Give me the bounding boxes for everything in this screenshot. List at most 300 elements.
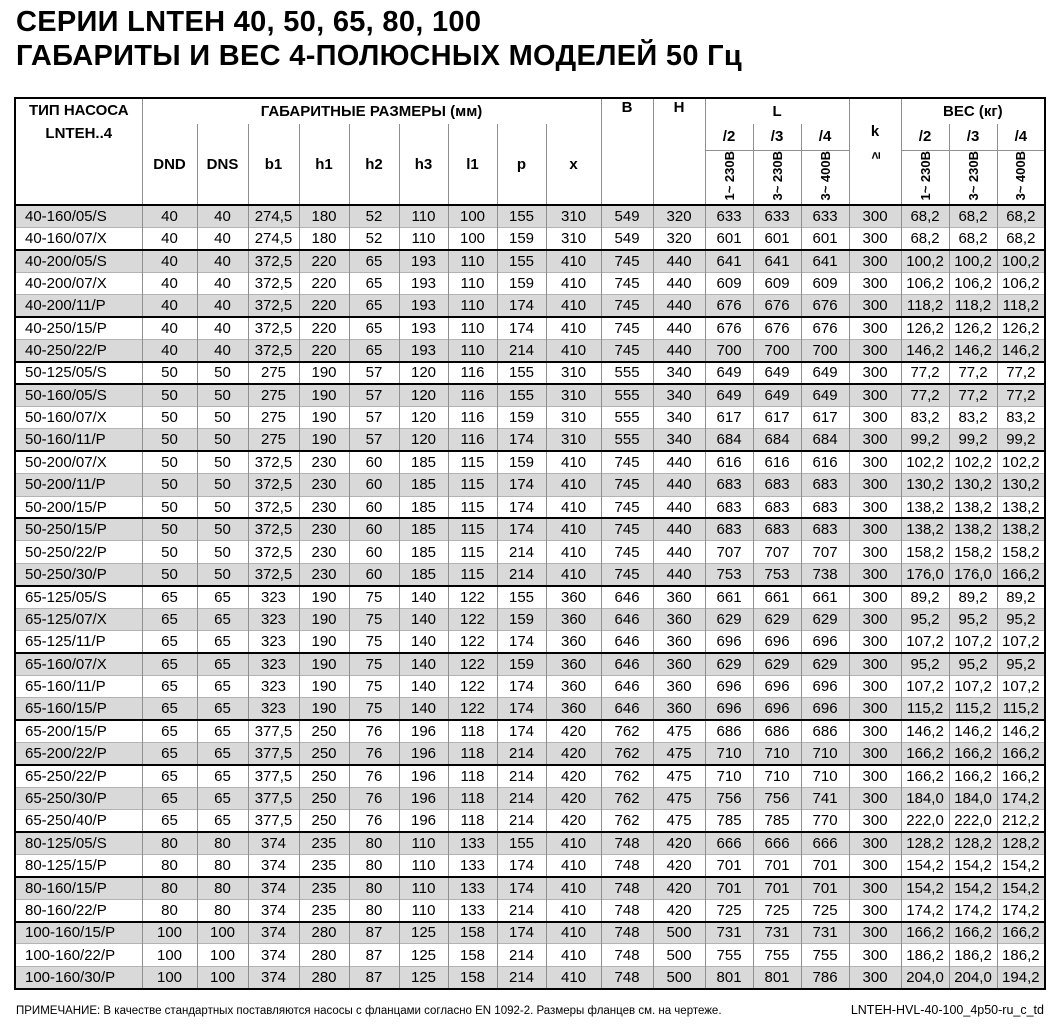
value-cell: 641 xyxy=(705,250,753,272)
value-cell: 701 xyxy=(753,877,801,899)
value-cell: 174 xyxy=(497,922,546,944)
value-cell: 50 xyxy=(197,384,248,406)
value-cell: 360 xyxy=(653,653,705,675)
value-cell: 100,2 xyxy=(997,250,1045,272)
value-cell: 646 xyxy=(601,675,653,697)
value-cell: 410 xyxy=(546,854,601,876)
value-cell: 377,5 xyxy=(248,765,299,787)
value-cell: 159 xyxy=(497,227,546,249)
value-cell: 155 xyxy=(497,586,546,608)
value-cell: 190 xyxy=(299,407,349,429)
value-cell: 300 xyxy=(849,944,901,966)
value-cell: 374 xyxy=(248,877,299,899)
model-cell: 65-160/15/P xyxy=(15,698,142,720)
value-cell: 475 xyxy=(653,787,705,809)
value-cell: 146,2 xyxy=(901,339,949,361)
value-cell: 372,5 xyxy=(248,295,299,317)
value-cell: 40 xyxy=(142,250,197,272)
value-cell: 65 xyxy=(142,586,197,608)
value-cell: 110 xyxy=(448,317,497,339)
value-cell: 748 xyxy=(601,832,653,854)
value-cell: 300 xyxy=(849,854,901,876)
value-cell: 676 xyxy=(753,295,801,317)
value-cell: 166,2 xyxy=(997,563,1045,585)
value-cell: 300 xyxy=(849,205,901,227)
value-cell: 186,2 xyxy=(997,944,1045,966)
value-cell: 762 xyxy=(601,787,653,809)
value-cell: 146,2 xyxy=(949,339,997,361)
value-cell: 158,2 xyxy=(949,541,997,563)
value-cell: 475 xyxy=(653,810,705,832)
value-cell: 676 xyxy=(801,317,849,339)
value-cell: 214 xyxy=(497,944,546,966)
value-cell: 676 xyxy=(753,317,801,339)
value-cell: 440 xyxy=(653,518,705,540)
value-cell: 154,2 xyxy=(997,877,1045,899)
value-cell: 214 xyxy=(497,765,546,787)
value-cell: 40 xyxy=(142,272,197,294)
value-cell: 641 xyxy=(801,250,849,272)
model-cell: 65-125/07/X xyxy=(15,608,142,630)
value-cell: 50 xyxy=(142,474,197,496)
value-cell: 683 xyxy=(753,518,801,540)
value-cell: 748 xyxy=(601,922,653,944)
value-cell: 440 xyxy=(653,295,705,317)
value-cell: 75 xyxy=(349,586,399,608)
value-cell: 222,0 xyxy=(949,810,997,832)
value-cell: 75 xyxy=(349,653,399,675)
value-cell: 80 xyxy=(142,854,197,876)
value-cell: 50 xyxy=(197,362,248,384)
value-cell: 280 xyxy=(299,944,349,966)
value-cell: 601 xyxy=(801,227,849,249)
value-cell: 107,2 xyxy=(997,675,1045,697)
value-cell: 140 xyxy=(399,653,448,675)
title-line-2: ГАБАРИТЫ И ВЕС 4-ПОЛЮСНЫХ МОДЕЛЕЙ 50 Гц xyxy=(16,39,742,72)
value-cell: 555 xyxy=(601,362,653,384)
value-cell: 323 xyxy=(248,586,299,608)
value-cell: 300 xyxy=(849,451,901,473)
value-cell: 40 xyxy=(197,339,248,361)
table-row xyxy=(15,877,1045,899)
value-cell: 360 xyxy=(653,608,705,630)
value-cell: 707 xyxy=(801,541,849,563)
value-cell: 118 xyxy=(448,765,497,787)
value-cell: 696 xyxy=(801,630,849,652)
value-cell: 116 xyxy=(448,384,497,406)
value-cell: 190 xyxy=(299,698,349,720)
value-cell: 300 xyxy=(849,787,901,809)
value-cell: 80 xyxy=(197,899,248,921)
value-cell: 75 xyxy=(349,608,399,630)
value-cell: 65 xyxy=(349,317,399,339)
value-cell: 138,2 xyxy=(949,496,997,518)
value-cell: 89,2 xyxy=(949,586,997,608)
value-cell: 196 xyxy=(399,787,448,809)
value-cell: 710 xyxy=(801,742,849,764)
value-cell: 340 xyxy=(653,362,705,384)
value-cell: 755 xyxy=(705,944,753,966)
value-cell: 377,5 xyxy=(248,787,299,809)
value-cell: 300 xyxy=(849,720,901,742)
value-cell: 95,2 xyxy=(997,653,1045,675)
model-cell: 80-125/05/S xyxy=(15,832,142,854)
value-cell: 50 xyxy=(197,474,248,496)
value-cell: 50 xyxy=(142,541,197,563)
value-cell: 190 xyxy=(299,586,349,608)
value-cell: 372,5 xyxy=(248,541,299,563)
value-cell: 300 xyxy=(849,295,901,317)
value-cell: 250 xyxy=(299,810,349,832)
value-cell: 230 xyxy=(299,496,349,518)
value-cell: 174 xyxy=(497,474,546,496)
value-cell: 410 xyxy=(546,496,601,518)
value-cell: 300 xyxy=(849,362,901,384)
value-cell: 166,2 xyxy=(901,742,949,764)
value-cell: 300 xyxy=(849,698,901,720)
value-cell: 786 xyxy=(801,966,849,988)
table-header xyxy=(15,98,1045,205)
value-cell: 166,2 xyxy=(997,922,1045,944)
value-cell: 300 xyxy=(849,765,901,787)
value-cell: 230 xyxy=(299,541,349,563)
model-cell: 40-200/11/P xyxy=(15,295,142,317)
value-cell: 76 xyxy=(349,720,399,742)
value-cell: 83,2 xyxy=(901,407,949,429)
col-header-w3-voltage xyxy=(949,150,997,205)
value-cell: 50 xyxy=(197,429,248,451)
value-cell: 40 xyxy=(197,272,248,294)
value-cell: 745 xyxy=(601,563,653,585)
value-cell: 122 xyxy=(448,630,497,652)
value-cell: 100 xyxy=(142,922,197,944)
value-cell: 214 xyxy=(497,899,546,921)
value-cell: 601 xyxy=(705,227,753,249)
value-cell: 76 xyxy=(349,742,399,764)
value-cell: 274,5 xyxy=(248,205,299,227)
value-cell: 377,5 xyxy=(248,742,299,764)
value-cell: 50 xyxy=(142,518,197,540)
value-cell: 500 xyxy=(653,922,705,944)
value-cell: 340 xyxy=(653,384,705,406)
value-cell: 65 xyxy=(142,765,197,787)
value-cell: 222,0 xyxy=(901,810,949,832)
col-header-x: x xyxy=(546,124,601,205)
value-cell: 235 xyxy=(299,877,349,899)
col-header-l3: /3 xyxy=(753,124,801,150)
value-cell: 372,5 xyxy=(248,339,299,361)
value-cell: 87 xyxy=(349,922,399,944)
value-cell: 65 xyxy=(142,698,197,720)
value-cell: 68,2 xyxy=(997,227,1045,249)
value-cell: 60 xyxy=(349,518,399,540)
value-cell: 340 xyxy=(653,407,705,429)
value-cell: 174 xyxy=(497,877,546,899)
value-cell: 410 xyxy=(546,563,601,585)
value-cell: 174 xyxy=(497,698,546,720)
table-row xyxy=(15,407,1045,429)
value-cell: 50 xyxy=(197,451,248,473)
value-cell: 500 xyxy=(653,944,705,966)
value-cell: 196 xyxy=(399,810,448,832)
value-cell: 75 xyxy=(349,630,399,652)
col-header-w4-voltage xyxy=(997,150,1045,205)
value-cell: 65 xyxy=(142,653,197,675)
value-cell: 65 xyxy=(142,742,197,764)
value-cell: 40 xyxy=(197,250,248,272)
value-cell: 110 xyxy=(399,877,448,899)
table-row xyxy=(15,518,1045,540)
value-cell: 410 xyxy=(546,272,601,294)
title-line-1: СЕРИИ LNTEH 40, 50, 65, 80, 100 xyxy=(16,6,482,38)
value-cell: 649 xyxy=(753,384,801,406)
col-header-dns: DNS xyxy=(197,124,248,205)
value-cell: 76 xyxy=(349,765,399,787)
value-cell: 710 xyxy=(705,765,753,787)
value-cell: 300 xyxy=(849,496,901,518)
value-cell: 300 xyxy=(849,877,901,899)
value-cell: 300 xyxy=(849,339,901,361)
value-cell: 410 xyxy=(546,451,601,473)
value-cell: 110 xyxy=(448,339,497,361)
value-cell: 725 xyxy=(753,899,801,921)
value-cell: 204,0 xyxy=(901,966,949,988)
model-cell: 65-125/11/P xyxy=(15,630,142,652)
value-cell: 762 xyxy=(601,810,653,832)
value-cell: 68,2 xyxy=(901,205,949,227)
value-cell: 372,5 xyxy=(248,272,299,294)
value-cell: 50 xyxy=(197,407,248,429)
value-cell: 410 xyxy=(546,295,601,317)
value-cell: 700 xyxy=(753,339,801,361)
value-cell: 110 xyxy=(399,832,448,854)
model-cell: 40-200/07/X xyxy=(15,272,142,294)
value-cell: 40 xyxy=(142,205,197,227)
value-cell: 549 xyxy=(601,205,653,227)
value-cell: 65 xyxy=(142,787,197,809)
value-cell: 300 xyxy=(849,317,901,339)
value-cell: 214 xyxy=(497,742,546,764)
value-cell: 40 xyxy=(197,227,248,249)
value-cell: 741 xyxy=(801,787,849,809)
value-cell: 65 xyxy=(197,765,248,787)
value-cell: 666 xyxy=(705,832,753,854)
value-cell: 99,2 xyxy=(949,429,997,451)
value-cell: 323 xyxy=(248,608,299,630)
model-cell: 40-250/15/P xyxy=(15,317,142,339)
value-cell: 50 xyxy=(142,362,197,384)
table-row xyxy=(15,250,1045,272)
value-cell: 100 xyxy=(448,205,497,227)
value-cell: 100 xyxy=(197,922,248,944)
model-cell: 50-160/05/S xyxy=(15,384,142,406)
value-cell: 115 xyxy=(448,541,497,563)
value-cell: 40 xyxy=(197,295,248,317)
value-cell: 174 xyxy=(497,429,546,451)
value-cell: 40 xyxy=(197,205,248,227)
value-cell: 649 xyxy=(705,362,753,384)
value-cell: 65 xyxy=(349,295,399,317)
table-row xyxy=(15,966,1045,988)
value-cell: 323 xyxy=(248,675,299,697)
value-cell: 159 xyxy=(497,451,546,473)
value-cell: 683 xyxy=(753,474,801,496)
value-cell: 214 xyxy=(497,541,546,563)
value-cell: 360 xyxy=(653,630,705,652)
value-cell: 174 xyxy=(497,317,546,339)
value-cell: 60 xyxy=(349,451,399,473)
value-cell: 166,2 xyxy=(901,765,949,787)
value-cell: 310 xyxy=(546,362,601,384)
model-cell: 40-250/22/P xyxy=(15,339,142,361)
pump-type-series: LNTEH..4 xyxy=(45,125,113,143)
value-cell: 374 xyxy=(248,899,299,921)
col-header-w2-voltage xyxy=(901,150,949,205)
value-cell: 110 xyxy=(448,295,497,317)
value-cell: 300 xyxy=(849,586,901,608)
value-cell: 372,5 xyxy=(248,317,299,339)
value-cell: 300 xyxy=(849,474,901,496)
value-cell: 683 xyxy=(705,496,753,518)
value-cell: 696 xyxy=(801,675,849,697)
value-cell: 166,2 xyxy=(949,742,997,764)
value-cell: 696 xyxy=(801,698,849,720)
value-cell: 440 xyxy=(653,272,705,294)
value-cell: 212,2 xyxy=(997,810,1045,832)
value-cell: 65 xyxy=(197,675,248,697)
value-cell: 684 xyxy=(753,429,801,451)
table-row xyxy=(15,272,1045,294)
value-cell: 646 xyxy=(601,653,653,675)
col-header-b1: b1 xyxy=(248,124,299,205)
value-cell: 300 xyxy=(849,742,901,764)
table-row xyxy=(15,922,1045,944)
value-cell: 300 xyxy=(849,899,901,921)
value-cell: 118 xyxy=(448,810,497,832)
value-cell: 756 xyxy=(705,787,753,809)
value-cell: 617 xyxy=(753,407,801,429)
value-cell: 420 xyxy=(653,832,705,854)
value-cell: 185 xyxy=(399,474,448,496)
value-cell: 126,2 xyxy=(901,317,949,339)
value-cell: 65 xyxy=(349,272,399,294)
value-cell: 180 xyxy=(299,205,349,227)
value-cell: 100,2 xyxy=(901,250,949,272)
value-cell: 410 xyxy=(546,899,601,921)
value-cell: 310 xyxy=(546,407,601,429)
value-cell: 323 xyxy=(248,653,299,675)
value-cell: 300 xyxy=(849,407,901,429)
value-cell: 360 xyxy=(653,586,705,608)
value-cell: 68,2 xyxy=(949,205,997,227)
value-cell: 275 xyxy=(248,429,299,451)
value-cell: 159 xyxy=(497,608,546,630)
value-cell: 275 xyxy=(248,407,299,429)
value-cell: 120 xyxy=(399,429,448,451)
value-cell: 185 xyxy=(399,541,448,563)
value-cell: 125 xyxy=(399,922,448,944)
value-cell: 133 xyxy=(448,854,497,876)
value-cell: 120 xyxy=(399,384,448,406)
value-cell: 710 xyxy=(753,765,801,787)
value-cell: 166,2 xyxy=(949,922,997,944)
col-header-l1: l1 xyxy=(448,124,497,205)
value-cell: 700 xyxy=(801,339,849,361)
value-cell: 410 xyxy=(546,518,601,540)
value-cell: 190 xyxy=(299,362,349,384)
value-cell: 360 xyxy=(546,653,601,675)
value-cell: 80 xyxy=(197,832,248,854)
value-cell: 633 xyxy=(801,205,849,227)
value-cell: 115 xyxy=(448,563,497,585)
value-cell: 185 xyxy=(399,563,448,585)
value-cell: 40 xyxy=(142,295,197,317)
table-row xyxy=(15,496,1045,518)
value-cell: 77,2 xyxy=(997,384,1045,406)
value-cell: 275 xyxy=(248,362,299,384)
col-header-l4-voltage xyxy=(801,150,849,205)
value-cell: 190 xyxy=(299,653,349,675)
value-cell: 174 xyxy=(497,720,546,742)
value-cell: 65 xyxy=(349,339,399,361)
value-cell: 106,2 xyxy=(901,272,949,294)
model-cell: 50-250/22/P xyxy=(15,541,142,563)
value-cell: 755 xyxy=(801,944,849,966)
value-cell: 633 xyxy=(753,205,801,227)
value-cell: 300 xyxy=(849,563,901,585)
value-cell: 176,0 xyxy=(949,563,997,585)
table-row xyxy=(15,608,1045,630)
value-cell: 372,5 xyxy=(248,451,299,473)
value-cell: 230 xyxy=(299,451,349,473)
value-cell: 555 xyxy=(601,384,653,406)
value-cell: 193 xyxy=(399,339,448,361)
value-cell: 110 xyxy=(448,272,497,294)
value-cell: 60 xyxy=(349,541,399,563)
value-cell: 738 xyxy=(801,563,849,585)
value-cell: 420 xyxy=(653,854,705,876)
value-cell: 65 xyxy=(349,250,399,272)
value-cell: 100 xyxy=(448,227,497,249)
value-cell: 65 xyxy=(142,630,197,652)
value-cell: 193 xyxy=(399,250,448,272)
value-cell: 120 xyxy=(399,407,448,429)
value-cell: 360 xyxy=(653,675,705,697)
value-cell: 220 xyxy=(299,317,349,339)
table-row xyxy=(15,205,1045,227)
value-cell: 500 xyxy=(653,966,705,988)
k-label: k xyxy=(870,123,880,140)
model-cell: 50-250/15/P xyxy=(15,518,142,540)
value-cell: 300 xyxy=(849,810,901,832)
value-cell: 140 xyxy=(399,675,448,697)
value-cell: 68,2 xyxy=(901,227,949,249)
value-cell: 300 xyxy=(849,608,901,630)
value-cell: 116 xyxy=(448,429,497,451)
table-row xyxy=(15,630,1045,652)
value-cell: 745 xyxy=(601,541,653,563)
col-header-k xyxy=(849,98,901,205)
value-cell: 133 xyxy=(448,877,497,899)
value-cell: 190 xyxy=(299,630,349,652)
model-cell: 40-160/07/X xyxy=(15,227,142,249)
value-cell: 710 xyxy=(753,742,801,764)
value-cell: 95,2 xyxy=(901,608,949,630)
table-row xyxy=(15,362,1045,384)
value-cell: 174 xyxy=(497,675,546,697)
value-cell: 190 xyxy=(299,675,349,697)
table-row xyxy=(15,384,1045,406)
